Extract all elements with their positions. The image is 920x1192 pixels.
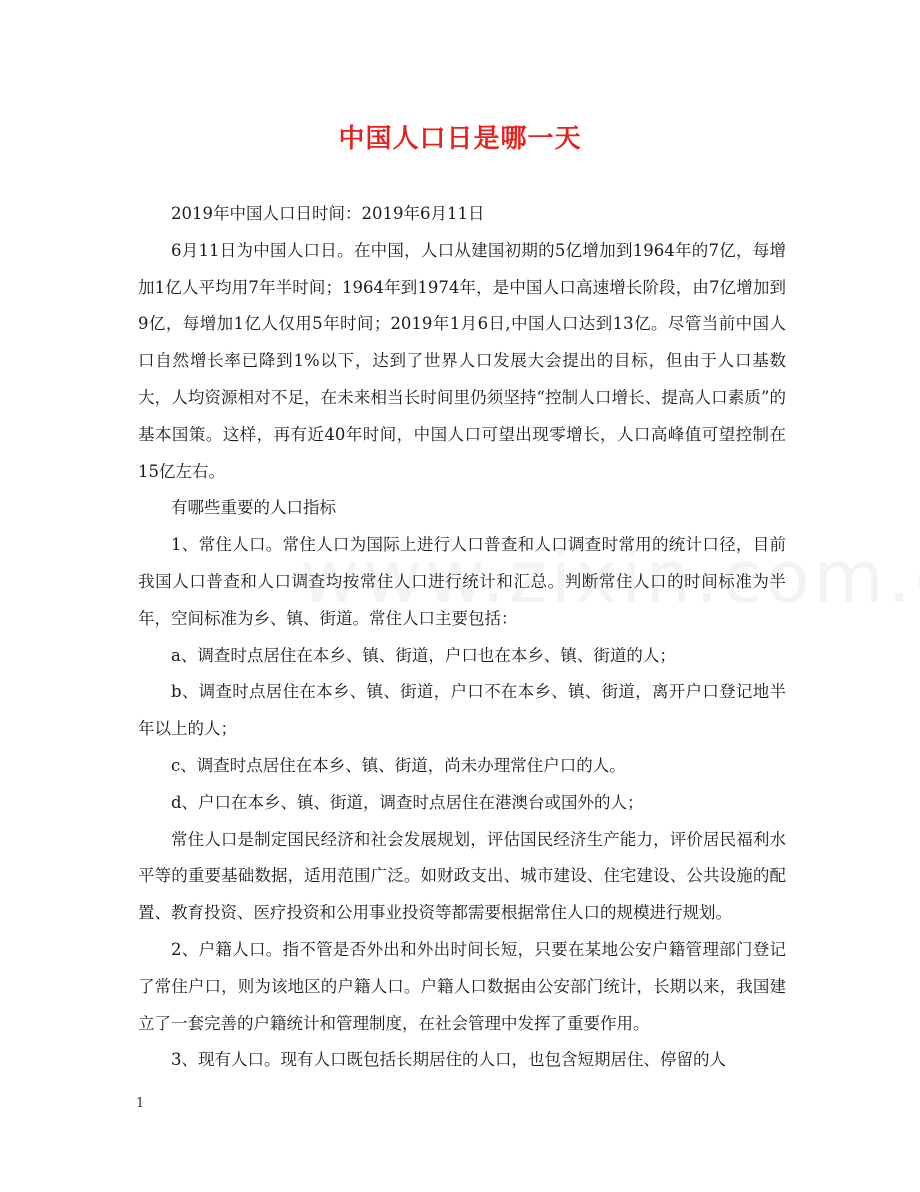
paragraph-current-population: 3、现有人口。现有人口既包括长期居住的人口，也包含短期居住、停留的人 — [171, 1050, 726, 1070]
paragraph-item-c: c、调查时点居住在本乡、镇、街道，尚未办理常住户口的人。 — [171, 755, 626, 775]
paragraph-resident-population: 1、常住人口。常住人口为国际上进行人口普查和人口调查时常用的统计口径，目前我国人口普查和人口调查均按常住人口进行统计和汇总。判断常住人口的时间标准为半年，空间标准为乡、镇、街道。常住人口主要包括： — [138, 535, 786, 628]
paragraph-heading-indicators: 有哪些重要的人口指标 — [171, 498, 336, 518]
paragraph-date: 2019年中国人口日时间：2019年6月11日 — [171, 204, 485, 223]
page-number: 1 — [136, 1096, 145, 1111]
paragraph-item-b: b、调查时点居住在本乡、镇、街道，户口不在本乡、镇、街道，离开户口登记地半年以上的人； — [138, 682, 786, 739]
paragraph-resident-usage: 常住人口是制定国民经济和社会发展规划，评估国民经济生产能力，评价居民福利水平等的重要基础数据，适用范围广泛。如财政支出、城市建设、住宅建设、公共设施的配置、教育投资、医疗投资和公用事业投资等都需要根据常住人口的规模进行规划。 — [138, 829, 786, 923]
paragraph-intro: 6月11日为中国人口日。在中国，人口从建国初期的5亿增加到1964年的7亿，每增加1亿人平均用7年半时间；1964年到1974年，是中国人口高速增长阶段，由7亿增加到9亿，每增加1亿人仅用5年时间；2019年1月6日,中国人口达到13亿。尽管当前中国人口自然增长率已降到1%以下，达到了世界人口发展大会提出的目标，但由于人口基数大，人均资源相对不足，在未来相当长时间里仍须坚持“控制人口增长、提高人口素质”的基本国策。这样，再有近40年时间，中国人口可望出现零增长，人口高峰值可望控制在15亿左右。 — [138, 240, 786, 481]
document-body — [138, 196, 786, 1079]
paragraph-item-d: d、户口在本乡、镇、街道，调查时点居住在港澳台或国外的人； — [171, 792, 644, 812]
paragraph-registered-population: 2、户籍人口。指不管是否外出和外出时间长短，只要在某地公安户籍管理部门登记了常住户口，则为该地区的户籍人口。户籍人口数据由公安部门统计，长期以来，我国建立了一套完善的户籍统计和管理制度，在社会管理中发挥了重要作用。 — [138, 939, 786, 1033]
paragraph-item-a: a、调查时点居住在本乡、镇、街道，户口也在本乡、镇、街道的人； — [171, 645, 676, 665]
document-title: 中国人口日是哪一天 — [338, 124, 582, 154]
